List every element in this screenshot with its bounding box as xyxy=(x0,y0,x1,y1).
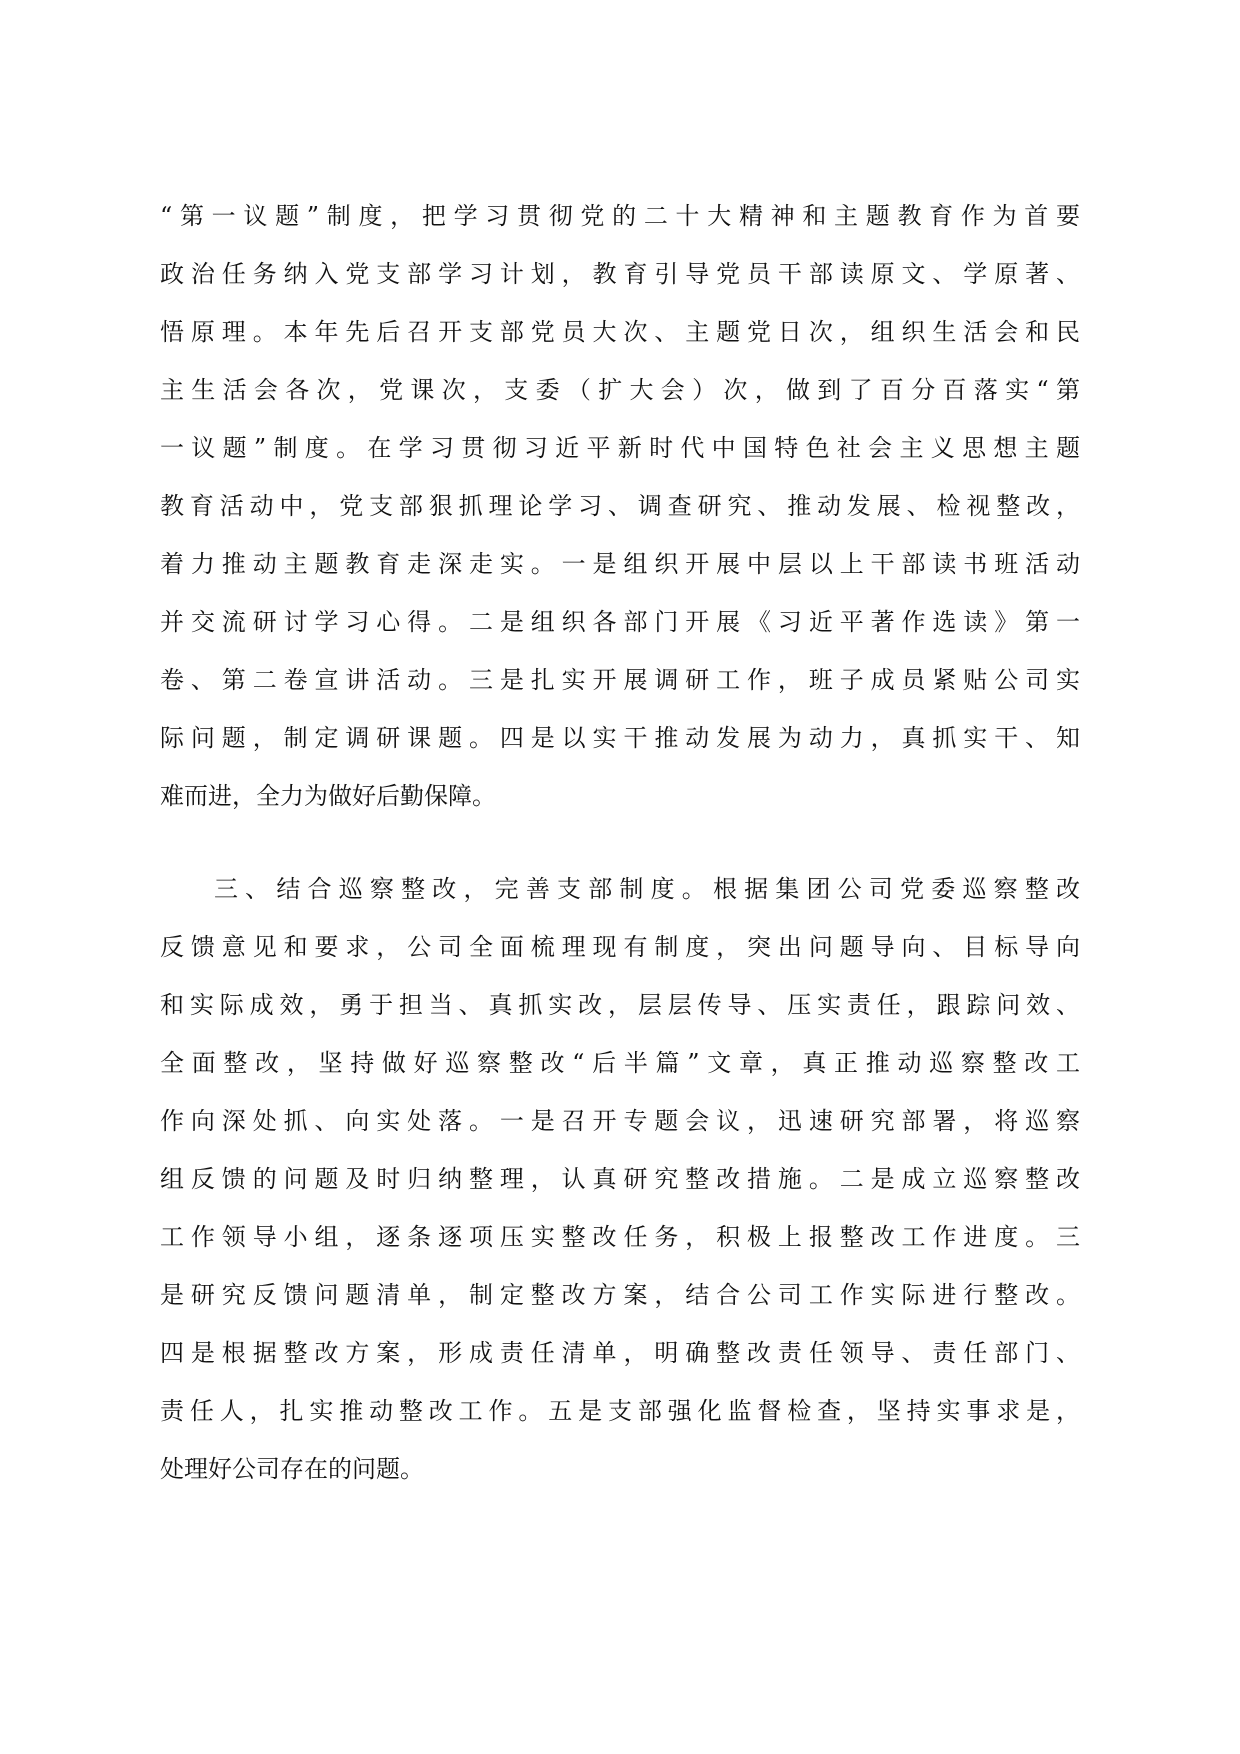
paragraph-2-line-3: 和实际成效，勇于担当、真抓实改，层层传导、压实责任，跟踪问效、 xyxy=(160,991,1080,1019)
paragraph-1-line-11: 难而进，全力为做好后勤保障。 xyxy=(160,782,496,810)
paragraph-2-line-2: 反馈意见和要求，公司全面梳理现有制度，突出问题导向、目标导向 xyxy=(160,933,1080,961)
paragraph-2-line-6: 组反馈的问题及时归纳整理，认真研究整改措施。二是成立巡察整改 xyxy=(160,1165,1080,1193)
paragraph-1-line-6: 教育活动中，党支部狠抓理论学习、调查研究、推动发展、检视整改， xyxy=(160,492,1080,520)
paragraph-2-line-9: 四是根据整改方案，形成责任清单，明确整改责任领导、责任部门、 xyxy=(160,1339,1080,1367)
paragraph-1-line-10: 际问题，制定调研课题。四是以实干推动发展为动力，真抓实干、知 xyxy=(160,724,1080,752)
paragraph-2-line-11: 处理好公司存在的问题。 xyxy=(160,1455,424,1483)
paragraph-2-line-7: 工作领导小组，逐条逐项压实整改任务，积极上报整改工作进度。三 xyxy=(160,1223,1080,1251)
paragraph-2-line-4: 全面整改，坚持做好巡察整改“后半篇”文章，真正推动巡察整改工 xyxy=(160,1049,1080,1077)
paragraph-2-line-8: 是研究反馈问题清单，制定整改方案，结合公司工作实际进行整改。 xyxy=(160,1281,1080,1309)
paragraph-2-line-10: 责任人，扎实推动整改工作。五是支部强化监督检查，坚持实事求是， xyxy=(160,1397,1080,1425)
paragraph-1-line-2: 政治任务纳入党支部学习计划，教育引导党员干部读原文、学原著、 xyxy=(160,260,1080,288)
paragraph-1-line-4: 主生活会各次，党课次，支委（扩大会）次，做到了百分百落实“第 xyxy=(160,376,1080,404)
paragraph-1-line-8: 并交流研讨学习心得。二是组织各部门开展《习近平著作选读》第一 xyxy=(160,608,1080,636)
paragraph-2-line-5: 作向深处抓、向实处落。一是召开专题会议，迅速研究部署，将巡察 xyxy=(160,1107,1080,1135)
paragraph-1-line-7: 着力推动主题教育走深走实。一是组织开展中层以上干部读书班活动 xyxy=(160,550,1080,578)
paragraph-1-line-5: 一议题”制度。在学习贯彻习近平新时代中国特色社会主义思想主题 xyxy=(160,434,1080,462)
paragraph-1-line-1: “第一议题”制度，把学习贯彻党的二十大精神和主题教育作为首要 xyxy=(160,202,1080,230)
paragraph-1-line-9: 卷、第二卷宣讲活动。三是扎实开展调研工作，班子成员紧贴公司实 xyxy=(160,666,1080,694)
paragraph-1-line-3: 悟原理。本年先后召开支部党员大次、主题党日次，组织生活会和民 xyxy=(160,318,1080,346)
paragraph-2-line-1: 三、结合巡察整改，完善支部制度。根据集团公司党委巡察整改 xyxy=(214,875,1080,903)
